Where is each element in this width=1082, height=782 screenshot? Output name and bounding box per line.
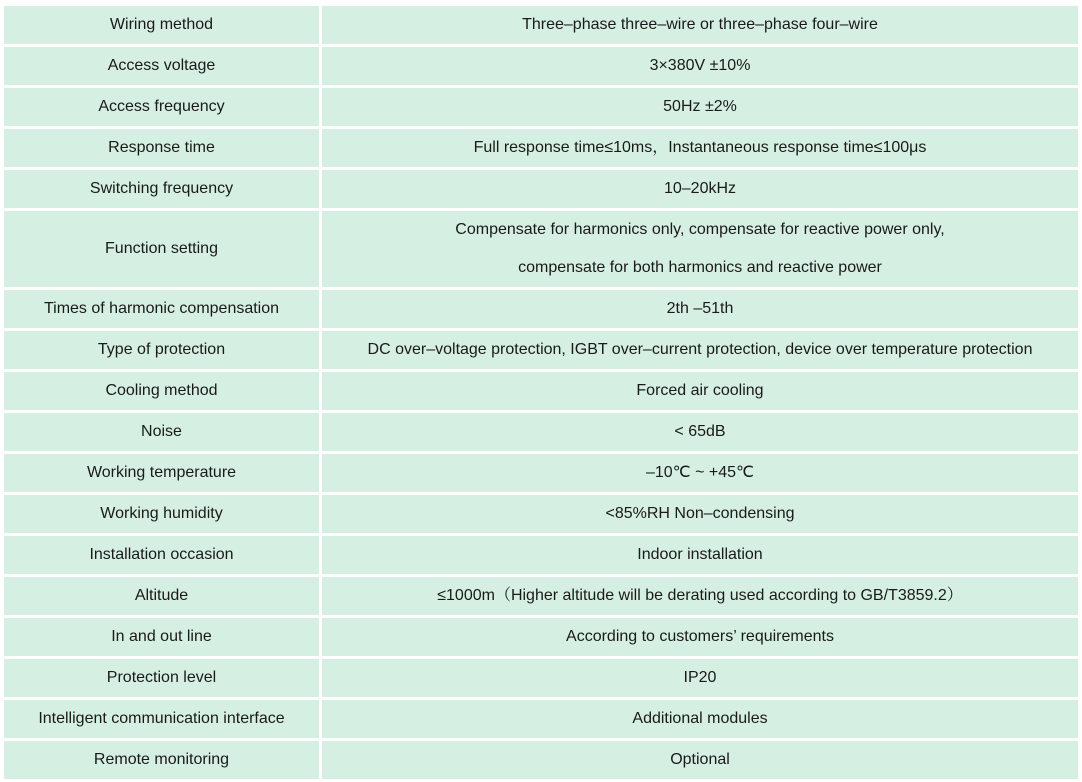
- spec-parameter-label: Wiring method: [4, 6, 322, 44]
- spec-parameter-label: Intelligent communication interface: [4, 700, 322, 738]
- spec-value-cell: [322, 290, 1078, 328]
- spec-row: [4, 47, 1078, 85]
- spec-table: [4, 3, 1078, 782]
- spec-parameter-label: In and out line: [4, 618, 322, 656]
- spec-value-cell: [322, 536, 1078, 574]
- spec-row: [4, 331, 1078, 369]
- spec-value-line: DC over–voltage protection, IGBT over–current protection, device over temperature protection: [367, 341, 1033, 358]
- spec-value-line: IP20: [683, 669, 717, 686]
- spec-table-body: [4, 6, 1078, 779]
- spec-parameter-label: Cooling method: [4, 372, 322, 410]
- spec-row: [4, 211, 1078, 287]
- spec-value-line: According to customers’ requirements: [566, 628, 834, 645]
- spec-row: [4, 372, 1078, 410]
- spec-parameter-label: Protection level: [4, 659, 322, 697]
- spec-parameter-label: Times of harmonic compensation: [4, 290, 322, 328]
- spec-value-line: Optional: [670, 751, 730, 768]
- spec-value-cell: [322, 659, 1078, 697]
- spec-value-cell: [322, 372, 1078, 410]
- spec-value-cell: [322, 47, 1078, 85]
- spec-row: [4, 454, 1078, 492]
- spec-value-line: Additional modules: [632, 710, 768, 727]
- spec-value-cell: [322, 741, 1078, 779]
- spec-parameter-label: Type of protection: [4, 331, 322, 369]
- spec-row: [4, 495, 1078, 533]
- spec-row: [4, 413, 1078, 451]
- spec-row: [4, 6, 1078, 44]
- spec-parameter-label: Noise: [4, 413, 322, 451]
- spec-value-line: Indoor installation: [637, 546, 763, 563]
- spec-parameter-label: Function setting: [4, 211, 322, 287]
- spec-row: [4, 618, 1078, 656]
- spec-value-cell: [322, 495, 1078, 533]
- spec-row: [4, 659, 1078, 697]
- spec-parameter-label: Installation occasion: [4, 536, 322, 574]
- spec-value-line: <85%RH Non–condensing: [605, 505, 795, 522]
- spec-parameter-label: Switching frequency: [4, 170, 322, 208]
- spec-parameter-label: Access frequency: [4, 88, 322, 126]
- spec-value-line: Three–phase three–wire or three–phase four–wire: [522, 16, 878, 33]
- spec-value-cell: [322, 170, 1078, 208]
- spec-value-cell: [322, 700, 1078, 738]
- spec-value-cell: [322, 129, 1078, 167]
- spec-row: [4, 129, 1078, 167]
- spec-parameter-label: Altitude: [4, 577, 322, 615]
- spec-row: [4, 577, 1078, 615]
- spec-value-line: Compensate for harmonics only, compensate for reactive power only,: [455, 221, 945, 238]
- spec-value-cell: [322, 88, 1078, 126]
- spec-value-cell: [322, 454, 1078, 492]
- spec-value-line: Full response time≤10ms，Instantaneous response time≤100μs: [473, 139, 927, 156]
- spec-row: [4, 88, 1078, 126]
- spec-value-line: ≤1000m（Higher altitude will be derating used according to GB/T3859.2）: [437, 587, 963, 604]
- spec-value-line: 3×380V ±10%: [649, 57, 751, 74]
- spec-parameter-label: Remote monitoring: [4, 741, 322, 779]
- spec-row: [4, 741, 1078, 779]
- spec-parameter-label: Working temperature: [4, 454, 322, 492]
- spec-value-cell: [322, 577, 1078, 615]
- spec-value-line: < 65dB: [674, 423, 726, 440]
- spec-row: [4, 536, 1078, 574]
- spec-value-cell: [322, 211, 1078, 287]
- spec-row: [4, 700, 1078, 738]
- spec-parameter-label: Access voltage: [4, 47, 322, 85]
- spec-parameter-label: Response time: [4, 129, 322, 167]
- spec-value-line: 10–20kHz: [663, 180, 737, 197]
- spec-row: [4, 290, 1078, 328]
- spec-value-line: Forced air cooling: [636, 382, 764, 399]
- spec-value-line: 50Hz ±2%: [663, 98, 737, 115]
- spec-value-cell: [322, 6, 1078, 44]
- spec-value-line: 2th –51th: [666, 300, 734, 317]
- spec-value-line: compensate for both harmonics and reactive power: [518, 259, 882, 276]
- spec-row: [4, 170, 1078, 208]
- spec-value-cell: [322, 331, 1078, 369]
- spec-value-line: –10℃ ~ +45℃: [645, 464, 754, 481]
- spec-value-cell: [322, 618, 1078, 656]
- spec-value-cell: [322, 413, 1078, 451]
- spec-parameter-label: Working humidity: [4, 495, 322, 533]
